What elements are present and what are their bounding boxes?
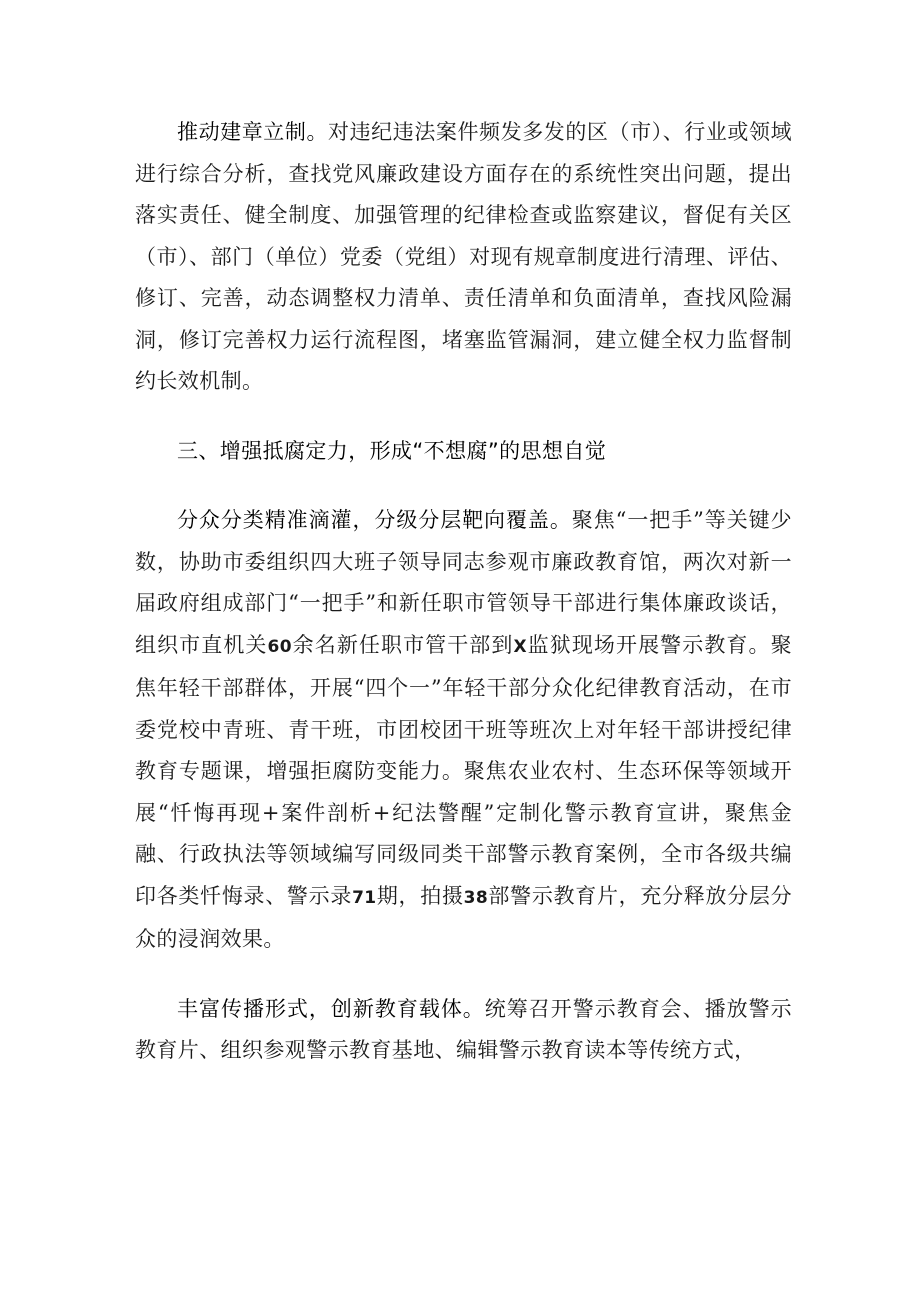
paragraph-rule-building: [135, 112, 792, 403]
paragraph-targeted-education: [135, 500, 792, 961]
paragraph-text: 监狱现场开展警示教育。聚焦年轻干部群体，开展“四个一”年轻干部分众化纪律教育活动，在市委党校中青班、青干班，市团校团干班等班次上对年轻干部讲授纪律教育专题课，增强拒腐防变能力。聚焦农业农村、生态环保等领域开展“忏悔再现+案件剖析+纪法警醒”定制化警示教育宣讲，聚焦金融、行政执法等领域编写同级同类干部警示教育案例，全市各级共编印各类忏悔录、警示录: [135, 632, 792, 908]
paragraph-lead: 丰富传播形式，创新教育载体。: [177, 996, 485, 1021]
paragraph-text: 余名新任职市管干部到: [291, 632, 514, 657]
paragraph-lead: 推动建章立制。: [177, 120, 329, 144]
paragraph-body: 统筹召开警示教育会、播放警示教育片、组织参观警示教育基地、编辑警示教育读本等传统方式，: [135, 996, 792, 1062]
number-value: 38: [463, 887, 489, 908]
paragraph-text: 聚焦“一把手”等关键少数，协助市委组织四大班子领导同志参观市廉政教育馆，两次对新一届政府组成部门“一把手”和新任职市管领导干部进行集体廉政谈话，组织市直机关: [135, 508, 792, 657]
number-value: X: [513, 636, 527, 657]
section-heading: 三、增强抵腐定力，形成“不想腐”的思想自觉: [177, 438, 607, 463]
paragraph-text: 部警示教育片，充分释放分层分众的浸润效果。: [135, 883, 792, 951]
paragraph-text: 期，拍摄: [376, 883, 464, 908]
paragraph-education-carriers: [135, 989, 792, 1072]
number-value: 60: [267, 636, 292, 657]
paragraph-lead: 分众分类精准滴灌，分级分层靶向覆盖。: [177, 508, 572, 532]
number-value: 71: [352, 887, 377, 908]
paragraph-body: 对违纪违法案件频发多发的区（市）、行业或领域进行综合分析，查找党风廉政建设方面存在的系统性突出问题，提出落实责任、健全制度、加强管理的纪律检查或监察建议，督促有关区（市）、部门（单位）党委（党组）对现有规章制度进行清理、评估、修订、完善，动态调整权力清单、责任清单和负面清单，查找风险漏洞，修订完善权力运行流程图，堵塞监管漏洞，建立健全权力监督制约长效机制。: [135, 120, 792, 393]
